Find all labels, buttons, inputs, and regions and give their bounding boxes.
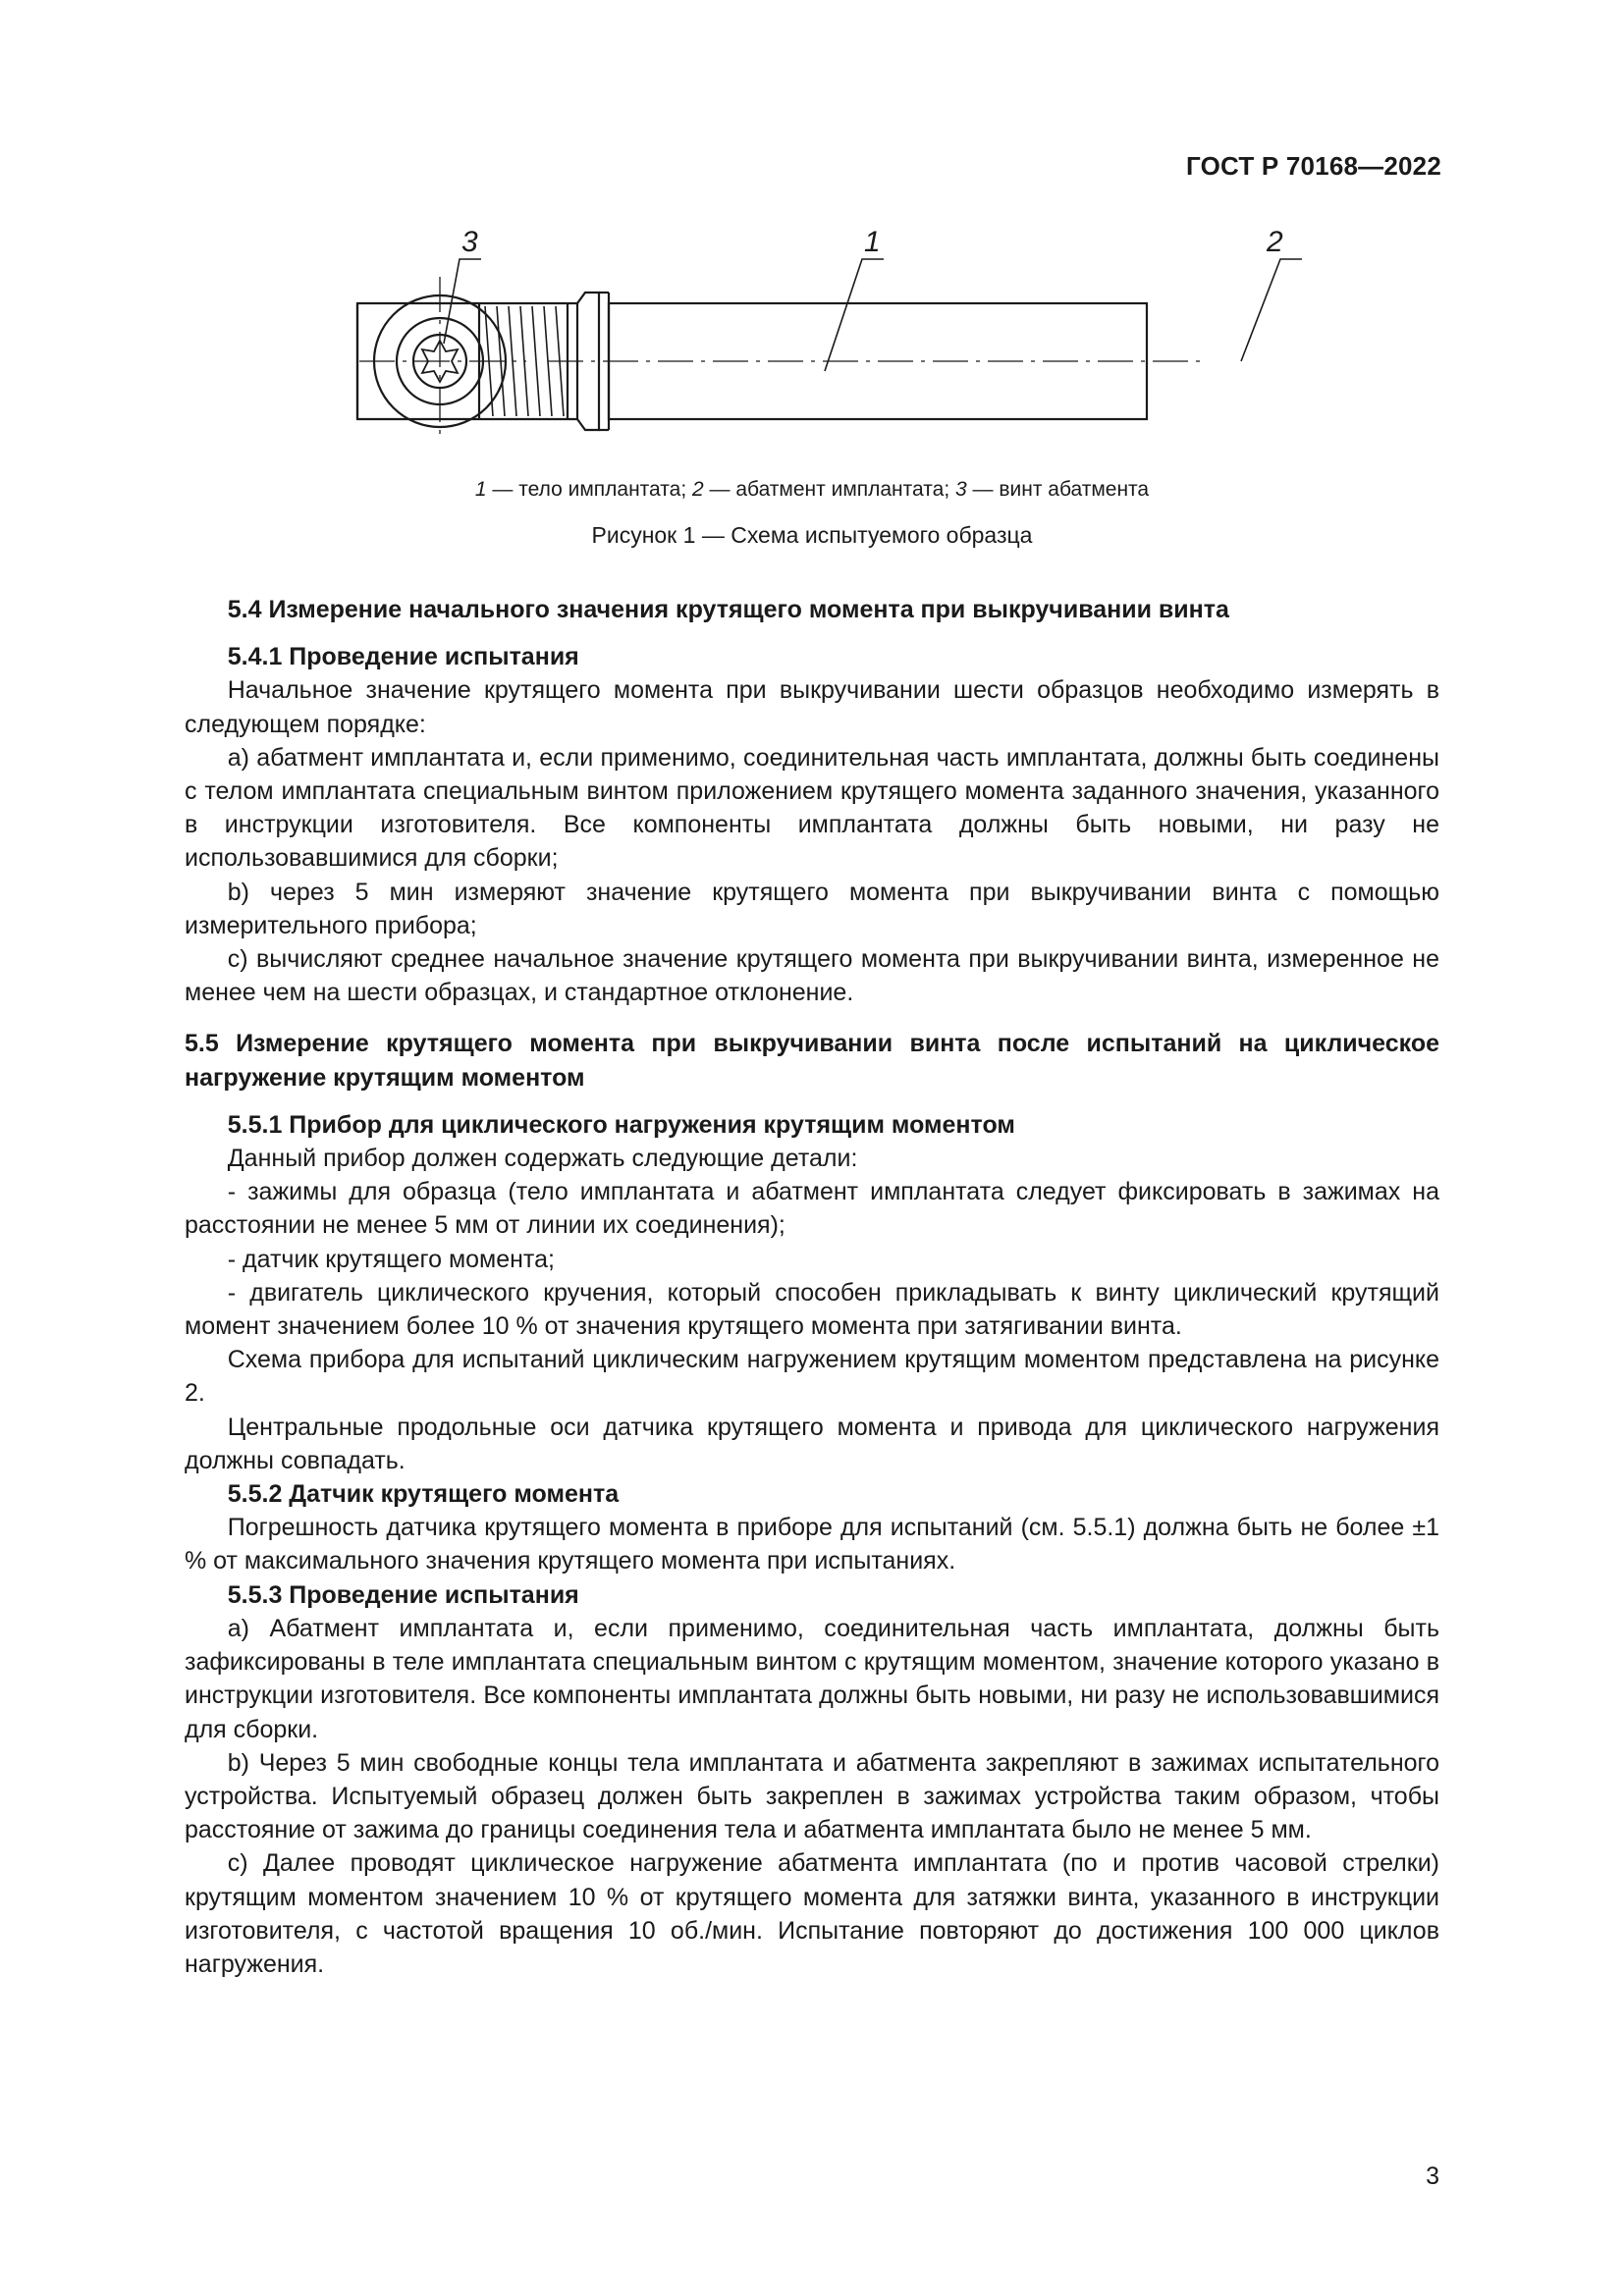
legend-text-3: — винт абатмента [966,478,1150,501]
paragraph: Схема прибора для испытаний циклическим нагружением крутящим моментом представлена на рисунке 2. [185,1346,1439,1408]
heading-5-4: 5.4 Измерение начального значения крутящего момента при выкручивании винта [227,596,1229,623]
figure-1-caption: Рисунок 1 — Схема испытуемого образца [591,522,1033,548]
leader-1 [825,259,884,371]
list-item-a: a) абатмент имплантата и, если применимо, соединительная часть имплантата, должны быть соединены с телом имплантата специальным винтом приложением крутящего момента заданного значения, указанного в инструкции изготовителя. Все компоненты имплантата должны быть новыми, ни разу не использовавшимися для сборки; [185,743,1439,873]
paragraph: Центральные продольные оси датчика крутящего момента и привода для циклического нагружения должны совпадать. [185,1413,1439,1474]
paragraph: Погрешность датчика крутящего момента в приборе для испытаний (см. 5.5.1) должна быть не более ±1 % от максимального значения крутящего момента при испытаниях. [185,1514,1439,1575]
legend-num-2: 2 [692,478,704,501]
list-item-c: c) Далее проводят циклическое нагружение абатмента имплантата (по и против часовой стрелки) крутящим моментом значением 10 % от крутящего момента для затяжки винта, указанного в инструкции изготовителя, с частотой вращения 10 об./мин. Испытание повторяют до достижения 100 000 циклов нагружения. [185,1849,1439,1978]
legend-text-2: — абатмент имплантата; [703,478,955,501]
heading-5-5: 5.5 Измерение крутящего момента при выкручивании винта после испытаний на циклическое нагружение крутящим моментом [185,1030,1439,1092]
paragraph: Данный прибор должен содержать следующие детали: [227,1145,858,1173]
legend-text-1: — тело имплантата; [486,478,692,501]
dash-item-sensor: - датчик крутящего момента; [227,1245,555,1273]
paragraph: Начальное значение крутящего момента при выкручивании шести образцов необходимо измерять в следующем порядке: [185,676,1439,738]
subheading-5-5-3: 5.5.3 Проведение испытания [227,1580,579,1609]
figure-1-legend [0,478,1624,502]
leader-2 [1241,259,1302,361]
leader-3 [444,259,481,344]
legend-num-3: 3 [954,478,967,501]
list-item-c: c) вычисляют среднее начальное значение крутящего момента при выкручивании винта, измеренное не менее чем на шести образцах, и стандартное отклонение. [185,945,1439,1007]
list-item-b: b) Через 5 мин свободные концы тела имплантата и абатмента закрепляют в зажимах испытательного устройства. Испытуемый образец должен быть закреплен в зажимах устройства таким образом, чтобы расстояние от зажима до границы соединения тела и абатмента имплантата было не менее 5 мм. [185,1748,1439,1844]
figure-1-specimen-diagram [353,224,1283,450]
callout-2: 2 [1267,226,1283,258]
subheading-5-5-1: 5.5.1 Прибор для циклического нагружения крутящим моментом [227,1110,1015,1139]
subheading-5-4-1: 5.4.1 Проведение испытания [227,643,579,671]
list-item-b: b) через 5 мин измеряют значение крутящего момента при выкручивании винта с помощью измерительного прибора; [185,878,1439,939]
dash-item-motor: - двигатель циклического кручения, который способен прикладывать к винту циклический крутящий момент значением более 10 % от значения крутящего момента при затягивании винта. [185,1278,1439,1341]
list-item-a: a) Абатмент имплантата и, если применимо, соединительная часть имплантата, должны быть зафиксированы в теле имплантата специальным винтом с крутящим моментом, значение которого указано в инструкции изготовителя. Все компоненты имплантата должны быть новыми, ни разу не использовавшимися для сборки. [185,1614,1439,1743]
page-number: 3 [1426,2163,1439,2190]
document-body [185,581,1439,1981]
callout-1: 1 [864,226,881,258]
callout-3: 3 [461,226,478,258]
standard-number-header: ГОСТ Р 70168—2022 [1186,151,1441,181]
legend-num-1: 1 [474,478,487,501]
subheading-5-5-2: 5.5.2 Датчик крутящего момента [227,1480,620,1509]
dash-item-clamps: - зажимы для образца (тело имплантата и абатмент имплантата следует фиксировать в зажимах на расстоянии не менее 5 мм от линии их соединения); [185,1178,1439,1240]
specimen-drawing [353,224,1283,450]
